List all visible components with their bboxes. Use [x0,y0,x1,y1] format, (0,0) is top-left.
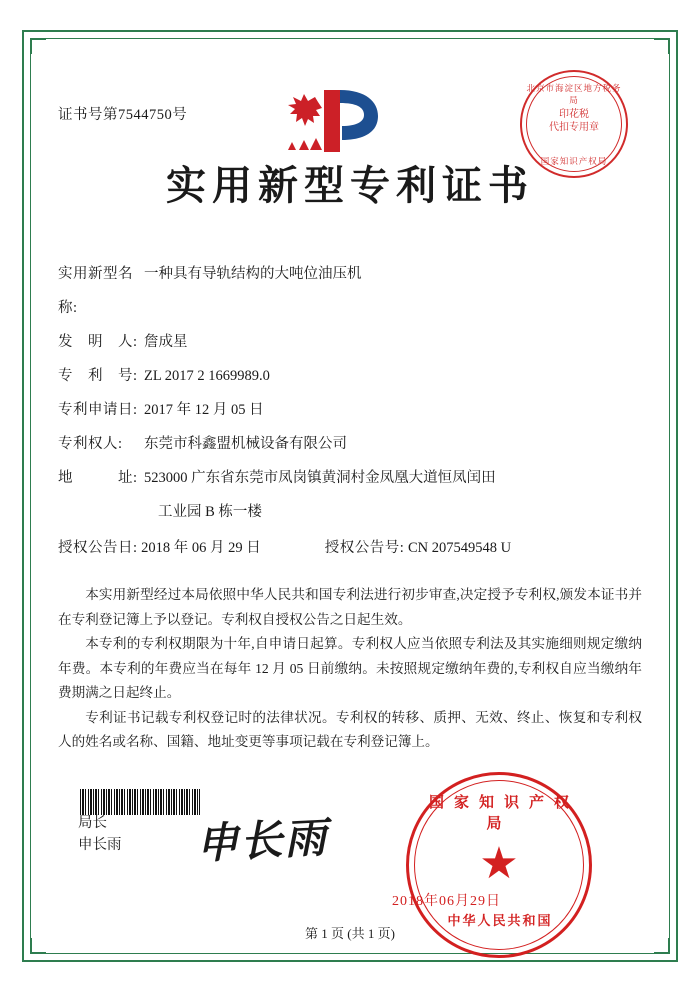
field-label: 专 利 号: [58,368,138,384]
stamp-arc-top: 北京市海淀区地方税务局 [526,83,622,105]
certificate-number: 证书号第7544750号 [58,107,188,123]
stamp-center-line2: 代扣专用章 [549,122,599,133]
stamp-arc-bottom: 国家知识产权局 [540,156,608,166]
field-row-application-date [58,393,642,427]
seal-date: 2018年06月29日 [392,894,501,909]
field-label: 专利申请日: [58,402,138,418]
grant-number-group [325,531,511,565]
field-label: 发 明 人: [58,334,138,350]
legal-text [58,583,642,755]
grant-info-row [58,531,642,565]
field-value: ZL 2017 2 1669989.0 [144,368,270,384]
seal-top-text: 国家知识产权局 [428,795,579,832]
field-row-patent-number [58,359,642,393]
grant-date-label: 授权公告日: [58,540,138,556]
grant-number-label: 授权公告号: [324,540,405,556]
legal-paragraph-1: 本实用新型经过本局依照中华人民共和国专利法进行初步审查,决定授予专利权,颁发本证书并在专利登记簿上予以登记。专利权自授权公告之日起生效。 [58,587,642,627]
address-line-2: 工业园 B 栋一楼 [158,504,262,520]
legal-paragraph-3: 专利证书记载专利权登记时的法律状况。专利权的转移、质押、无效、终止、恢复和专利权人的姓名或名称、国籍、地址变更等事项记载在专利登记簿上。 [58,709,642,749]
field-row-address [58,461,642,495]
field-value: 523000 广东省东莞市凤岗镇黄洞村金凤凰大道恒凤闰田 [144,470,496,486]
legal-paragraph-2: 本专利的专利权期限为十年,自申请日起算。专利权人应当依照专利法及其实施细则规定缴纳年费。本专利的年费应当在每年 12 月 05 日前缴纳。未按照规定缴纳年费的,专利权自应当缴纳年费期满之日起终止。 [58,636,642,700]
field-label: 专利权人: [58,436,123,452]
emblem-icon: ★ [479,839,519,889]
field-value: 詹成星 [144,334,188,350]
field-row-patentee [58,427,642,461]
field-row-utility-model-name [58,257,642,325]
grant-number-value: CN 207549548 U [407,540,512,556]
field-row-inventor [58,325,642,359]
field-label: 地 址: [58,470,138,486]
signature-role: 局长 [78,815,107,831]
certificate-title: 实用新型专利证书 [166,163,534,208]
signature-name: 申长雨 [78,837,122,853]
handwritten-signature: 申长雨 [195,815,330,869]
signature-block [78,812,122,856]
grant-date-value: 2018 年 06 月 29 日 [141,540,261,556]
field-value: 东莞市科鑫盟机械设备有限公司 [144,436,347,452]
corner-ornament-top-right [650,30,678,58]
field-value: 2017 年 12 月 05 日 [144,402,264,418]
certificate-content [58,60,642,755]
field-label: 实用新型名称: [58,266,133,316]
field-list [58,257,642,565]
seal-bottom-text: 中华人民共和国 [447,913,553,928]
stamp-center-line1: 印花税 [559,109,589,120]
grant-date-group [58,531,261,565]
corner-ornament-top-left [22,30,50,58]
page-footer: 第 1 页 (共 1 页) [305,926,395,941]
field-value: 一种具有导轨结构的大吨位油压机 [144,266,362,282]
